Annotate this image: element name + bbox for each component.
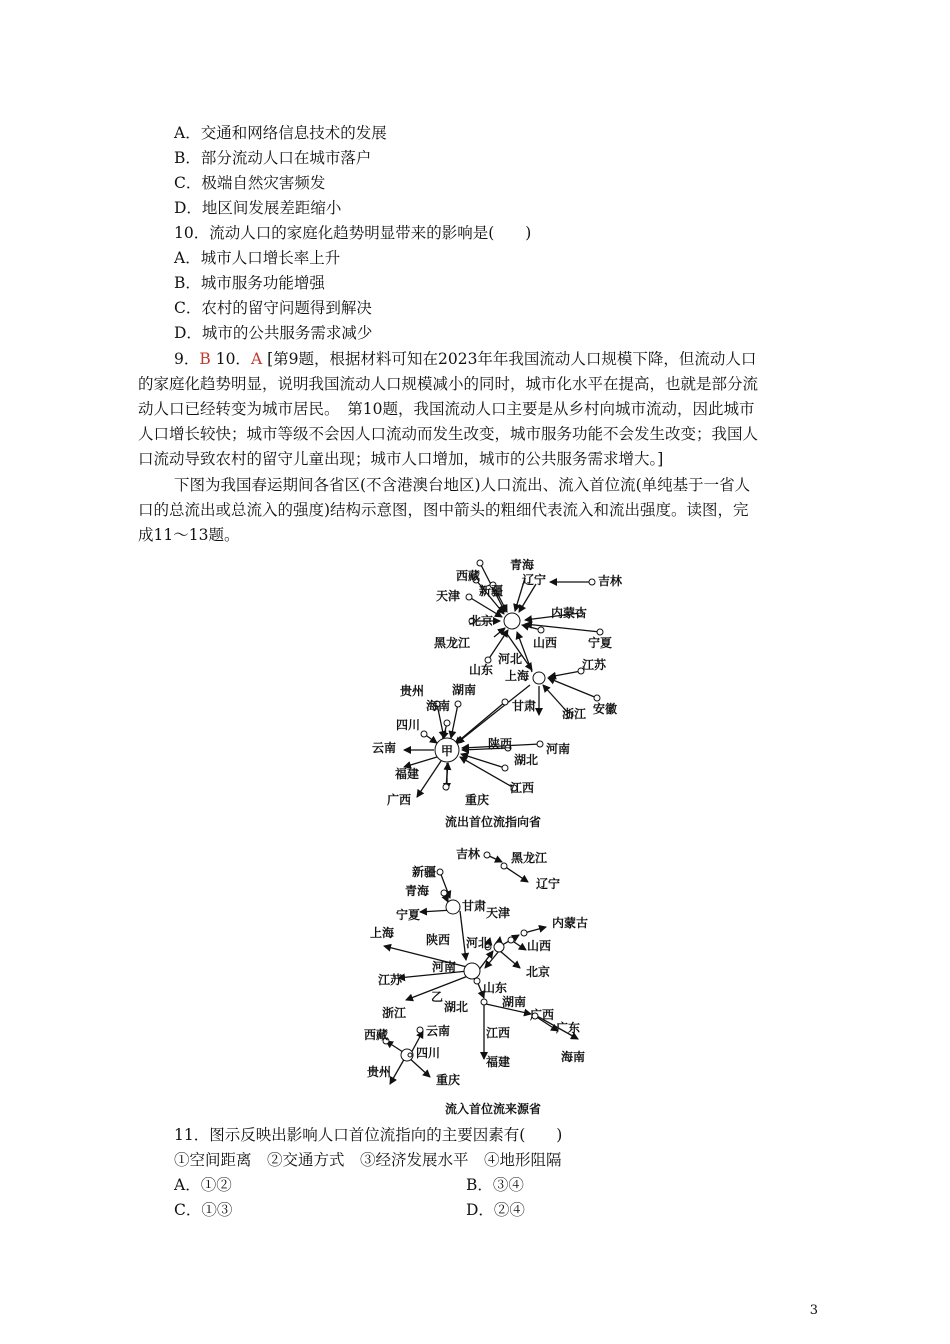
- map-label: 吉林: [598, 574, 623, 588]
- q9-answer: B: [199, 350, 211, 368]
- map-label: 天津: [486, 906, 511, 920]
- intro-line: 成11～13题。: [138, 526, 240, 544]
- inflow-caption: 流入首位流来源省: [445, 1102, 542, 1116]
- map-label: 江苏: [582, 658, 607, 672]
- q9-number: 9．: [174, 350, 200, 368]
- q10-option-d: D．城市的公共服务需求减少: [174, 324, 373, 342]
- province-node: [521, 930, 527, 936]
- map-label: 黑龙江: [434, 636, 471, 650]
- map-label: 辽宁: [522, 573, 547, 587]
- map-label: 四川: [396, 718, 421, 732]
- map-label: 湖北: [444, 1000, 469, 1014]
- map-label: 上海: [370, 926, 395, 940]
- province-node: [446, 900, 460, 914]
- map-label: 北京: [526, 965, 551, 979]
- province-node: [437, 869, 443, 875]
- outflow-caption: 流出首位流指向省: [445, 815, 542, 829]
- map-label: 云南: [426, 1024, 451, 1038]
- q10-answer: A: [250, 350, 263, 368]
- q11-stem: 11．图示反映出影响人口首位流指向的主要因素有( ): [174, 1126, 563, 1144]
- q10-option-a: A．城市人口增长率上升: [174, 249, 341, 267]
- q9-option-c: C．极端自然灾害频发: [174, 174, 326, 192]
- map-label: 贵州: [367, 1065, 392, 1079]
- q11-option-c: C．①③: [174, 1201, 233, 1219]
- map-label: 吉林: [456, 847, 481, 861]
- explanation-line: 动人口已经转变为城市居民。 第10题，我国流动人口主要是从乡村向城市流动，因此城市: [138, 400, 755, 418]
- map-label: 山东: [469, 663, 494, 677]
- map-label: 安徽: [593, 702, 618, 716]
- map-label: 浙江: [562, 707, 587, 721]
- map-label: 宁夏: [396, 908, 421, 922]
- q11-factors: ①空间距离 ②交通方式 ③经济发展水平 ④地形阻隔: [174, 1151, 562, 1169]
- map-label: 宁夏: [588, 636, 613, 650]
- q10-stem: 10．流动人口的家庭化趋势明显带来的影响是( ): [174, 224, 532, 242]
- map-label: 辽宁: [536, 877, 561, 891]
- map-label: 广西: [387, 793, 412, 807]
- map-label: 湖南: [502, 995, 527, 1009]
- map-label: 内蒙古: [552, 916, 589, 930]
- map-label: 上海: [505, 669, 530, 683]
- map-label: 陕西: [426, 933, 451, 947]
- map-label: 甲: [441, 744, 454, 758]
- map-label: 江西: [510, 781, 535, 795]
- map-label: 陕西: [488, 737, 513, 751]
- intro-line: 口的总流出或总流入的强度)结构示意图，图中箭头的粗细代表流入和流出强度。读图，完: [138, 501, 749, 519]
- map-label: 山西: [527, 939, 552, 953]
- q9-option-d: D．地区间发展差距缩小: [174, 199, 342, 217]
- map-label: 重庆: [436, 1073, 461, 1087]
- map-label: 乙: [431, 990, 444, 1004]
- province-node: [408, 1053, 412, 1057]
- map-label: 内蒙古: [551, 606, 588, 620]
- page-number: 3: [809, 1303, 818, 1318]
- map-label: 河北: [466, 936, 491, 950]
- map-label: 湖南: [452, 683, 477, 697]
- province-node: [508, 937, 514, 943]
- q9-option-b: B．部分流动人口在城市落户: [174, 149, 372, 167]
- q10-option-b: B．城市服务功能增强: [174, 274, 325, 292]
- province-node: [494, 942, 504, 952]
- province-node: [501, 863, 507, 869]
- flow-arrow: [504, 866, 528, 882]
- province-node: [481, 999, 487, 1005]
- map-label: 甘肃: [512, 699, 537, 713]
- map-label: 西藏: [456, 569, 481, 583]
- explanation-line: 口流动导致农村的留守儿童出现；城市人口增加，城市的公共服务需求增大。]: [138, 450, 664, 468]
- intro-line: 下图为我国春运期间各省区(不含港澳台地区)人口流出、流入首位流(单纯基于一省人: [174, 476, 751, 494]
- q11-option-b: B．③④: [466, 1176, 524, 1194]
- map-label: 河南: [546, 742, 571, 756]
- province-node: [484, 852, 490, 858]
- map-label: 甘肃: [462, 899, 487, 913]
- explanation-line: 的家庭化趋势明显，说明我国流动人口规模减小的同时，城市化水平在提高，也就是部分流: [138, 375, 759, 393]
- map-label: 浙江: [382, 1006, 407, 1020]
- map-label: 新疆: [479, 584, 504, 598]
- q9-option-a: A．交通和网络信息技术的发展: [174, 124, 387, 142]
- map-label: 黑龙江: [511, 851, 548, 865]
- map-label: 江苏: [378, 973, 403, 987]
- map-label: 山东: [483, 981, 508, 995]
- map-label: 河北: [498, 652, 523, 666]
- province-node: [417, 1027, 423, 1033]
- map-label: 福建: [395, 767, 420, 781]
- explanation-line: 人口增长较快；城市等级不会因人口流动而发生改变，城市服务功能不会发生改变；我国人: [138, 425, 759, 443]
- q11-option-a: A．①②: [174, 1176, 232, 1194]
- q10-option-c: C．农村的留守问题得到解决: [174, 299, 372, 317]
- map-label: 江西: [486, 1026, 511, 1040]
- map-label: 海南: [561, 1050, 586, 1064]
- q10-number: 10．: [215, 350, 251, 368]
- map-label: 重庆: [465, 793, 490, 807]
- map-label: 四川: [416, 1046, 441, 1060]
- map-label: 河南: [432, 960, 457, 974]
- map-label: 北京: [469, 614, 494, 628]
- map-label: 青海: [510, 558, 535, 572]
- map-label: 青海: [405, 884, 430, 898]
- map-label: 海南: [426, 699, 451, 713]
- flow-arrow: [500, 951, 520, 968]
- province-node: [474, 978, 480, 984]
- map-label: 天津: [436, 589, 461, 603]
- map-label: 山西: [533, 636, 558, 650]
- province-node: [441, 890, 447, 896]
- map-label: 湖北: [514, 753, 539, 767]
- map-label: 西藏: [364, 1028, 389, 1042]
- map-label: 云南: [372, 741, 397, 755]
- q11-option-d: D．②④: [466, 1201, 525, 1219]
- map-label: 福建: [486, 1055, 511, 1069]
- explanation-line: [第9题，根据材料可知在2023年年我国流动人口规模下降，但流动人口: [267, 350, 757, 368]
- map-label: 新疆: [412, 865, 437, 879]
- province-node: [464, 963, 480, 979]
- map-label: 广东: [556, 1021, 581, 1035]
- map-label: 贵州: [400, 684, 425, 698]
- map-label: 广西: [530, 1008, 555, 1022]
